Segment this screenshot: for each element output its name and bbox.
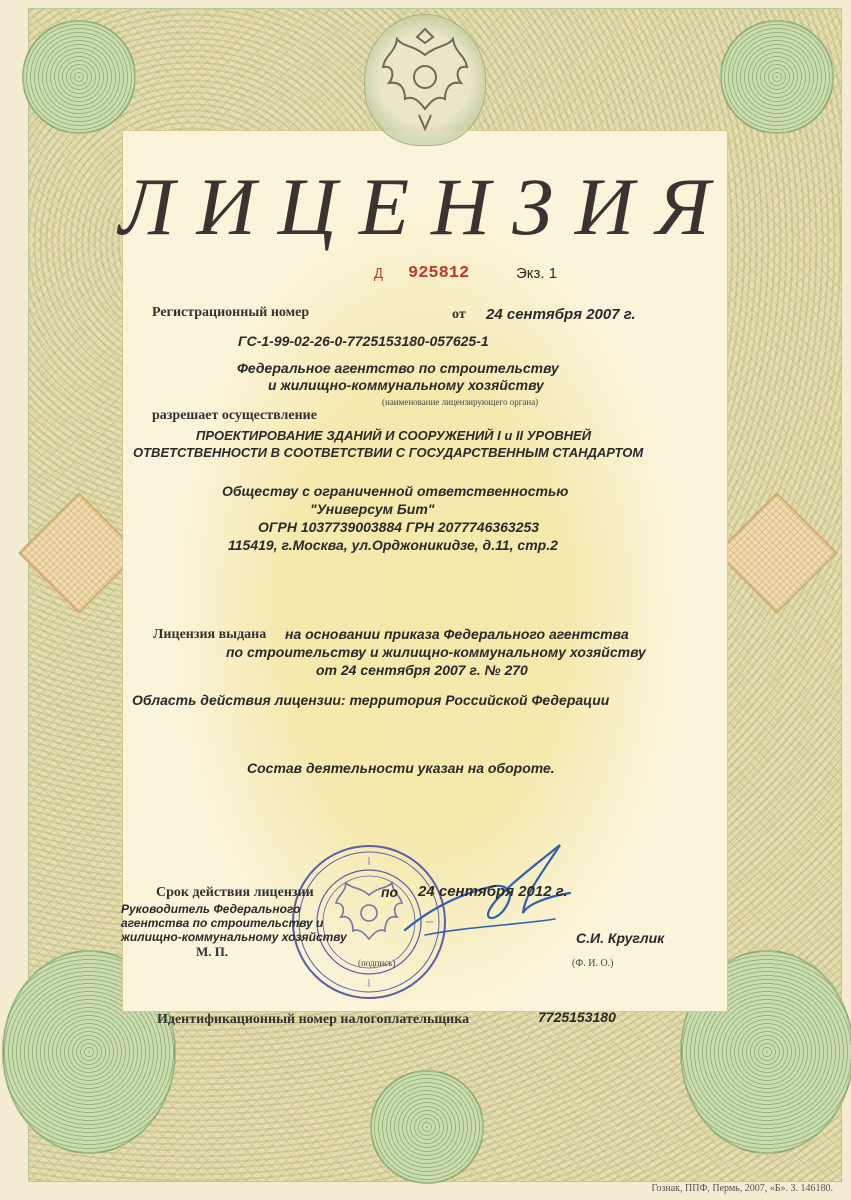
company-line-1: Обществу с ограниченной ответственностью [222, 483, 569, 499]
license-scope: Область действия лицензии: территория Российской Федерации [132, 692, 610, 708]
company-line-3: ОГРН 1037739003884 ГРН 2077746363253 [258, 519, 540, 535]
copy-number: Экз. 1 [516, 265, 558, 282]
registration-number: ГС-1-99-02-26-0-7725153180-057625-1 [238, 333, 489, 349]
permits-label: разрешает осуществление [152, 408, 317, 423]
activity-composition-note: Состав деятельности указан на обороте. [247, 760, 555, 776]
issue-date: 24 сентября 2007 г. [486, 306, 636, 323]
company-line-4: 115419, г.Москва, ул.Орджоникидзе, д.11, стр.2 [228, 537, 558, 553]
issued-line-2: по строительству и жилищно-коммунальному хозяйству [226, 644, 646, 660]
corner-rosette-top-left [22, 20, 136, 134]
seal-place-mark: М. П. [196, 944, 229, 959]
inn-value: 7725153180 [538, 1009, 616, 1025]
activity-line-2: ОТВЕТСТВЕННОСТИ В СООТВЕТСТВИИ С ГОСУДАРСТВЕННЫМ СТАНДАРТОМ [133, 445, 644, 460]
double-headed-eagle-icon [375, 25, 475, 135]
series-prefix: Д [374, 266, 384, 283]
head-title-line-1: Руководитель Федерального [121, 902, 301, 916]
head-title-line-3: жилищно-коммунальному хозяйству [121, 930, 347, 944]
activity-line-1: ПРОЕКТИРОВАНИЕ ЗДАНИЙ И СООРУЖЕНИЙ I и II УРОВНЕЙ [196, 428, 592, 443]
issued-line-3: от 24 сентября 2007 г. № 270 [316, 662, 528, 678]
printer-imprint: Гознак, ППФ, Пермь, 2007, «Б». З. 146180. [651, 1183, 833, 1194]
agency-caption: (наименование лицензирующего органа) [382, 397, 539, 407]
bottom-center-rosette [370, 1070, 484, 1184]
company-line-2: "Универсум Бит" [310, 501, 435, 517]
registration-label: Регистрационный номер [152, 305, 310, 320]
agency-line-1: Федеральное агентство по строительству [237, 360, 559, 376]
signature-caption: (подпись) [358, 958, 396, 968]
issued-line-1: на основании приказа Федерального агентства [285, 626, 629, 642]
fio-caption: (Ф. И. О.) [572, 958, 614, 969]
state-emblem [364, 14, 486, 146]
validity-prefix: по [381, 884, 399, 900]
series-number: 925812 [408, 264, 470, 283]
document-title: ЛИЦЕНЗИЯ [119, 161, 732, 252]
agency-line-2: и жилищно-коммунальному хозяйству [268, 377, 544, 393]
inn-label: Идентификационный номер налогоплательщика [157, 1012, 470, 1027]
issued-label: Лицензия выдана [153, 627, 267, 642]
head-title-line-2: агентства по строительству и [121, 916, 324, 930]
validity-date: 24 сентября 2012 г. [418, 883, 568, 900]
validity-label: Срок действия лицензии [156, 885, 314, 900]
corner-rosette-top-right [720, 20, 834, 134]
date-prefix: от [452, 307, 466, 322]
signatory-name: С.И. Круглик [576, 930, 665, 946]
